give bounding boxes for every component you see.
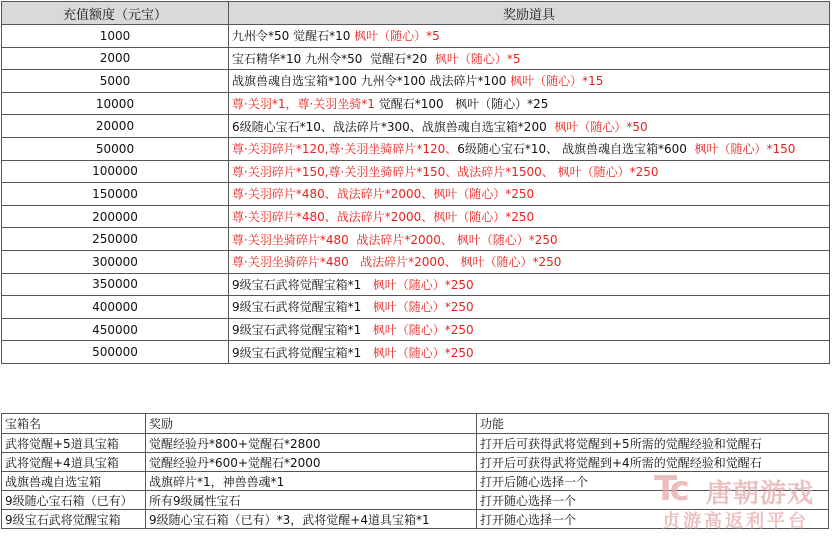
box-reward: 觉醒经验丹*800+觉醒石*2800 [146,434,477,453]
recharge-amount: 1000 [2,25,229,48]
box-reward: 战旗碎片*1，神兽兽魂*1 [146,472,477,491]
reward-text: 6级随心宝石*10、战法碎片*300、战旗兽魂自选宝箱*200 [232,119,555,134]
reward-highlight-text: 尊·关羽坐骑碎片*480 战法碎片*2000、 枫叶（随心）*250 [232,255,562,270]
reward-highlight-text: 枫叶（随心）*250 [372,277,474,292]
watermark-slogan: 贞游高返利平台 [662,511,809,532]
reward-highlight-text: 枫叶（随心）*250 [372,323,474,338]
recharge-row [2,273,830,296]
watermark-brand: 唐朝游戏 [706,479,815,509]
box-name: 9级宝石武将觉醒宝箱 [2,510,146,529]
box-function: 打开随心选择一个 [477,491,829,510]
reward-highlight-text: 枫叶（随心）*250 [372,345,474,360]
reward-highlight-text: 尊·关羽碎片*120,尊·关羽坐骑碎片*120、 [232,142,458,157]
box-function: 打开后可获得武将觉醒到+5所需的觉醒经验和觉醒石 [477,434,829,453]
watermark [654,467,829,533]
recharge-amount: 500000 [2,341,229,364]
recharge-amount: 2000 [2,47,229,70]
box-table-header [2,414,829,434]
recharge-table-header [2,2,830,25]
box-name: 武将觉醒+4道具宝箱 [2,453,146,472]
reward-text: 宝石精华*10 九州令*50 觉醒石*20 [232,51,435,66]
recharge-amount: 50000 [2,137,229,160]
reward-items [229,296,830,319]
box-row [2,434,829,453]
recharge-row [2,318,830,341]
reward-items [229,115,830,138]
recharge-row [2,70,830,93]
reward-column-header: 奖励道具 [229,2,830,25]
box-reward-column-header: 奖励 [146,414,477,434]
recharge-amount: 350000 [2,273,229,296]
recharge-row [2,250,830,273]
recharge-amount: 300000 [2,250,229,273]
recharge-amount: 10000 [2,92,229,115]
reward-items [229,273,830,296]
box-name-column-header: 宝箱名 [2,414,146,434]
reward-items [229,228,830,251]
box-name: 武将觉醒+5道具宝箱 [2,434,146,453]
reward-items [229,70,830,93]
reward-items [229,47,830,70]
recharge-row [2,205,830,228]
reward-items [229,25,830,48]
reward-text: 觉醒石*100 枫叶（随心）*25 [374,97,549,112]
recharge-row [2,341,830,364]
recharge-amount: 450000 [2,318,229,341]
recharge-row [2,228,830,251]
reward-highlight-text: 尊·关羽*1，尊·关羽坐骑*1 [232,97,375,112]
reward-text: 6级随心宝石*10、 战旗兽魂自选宝箱*600 [457,142,695,157]
box-name: 战旗兽魂自选宝箱 [2,472,146,491]
reward-text: 9级宝石武将觉醒宝箱*1 [232,323,373,338]
reward-text: 九州令*50 觉醒石*10 [232,29,355,44]
box-function-column-header: 功能 [477,414,829,434]
recharge-row [2,115,830,138]
recharge-amount: 20000 [2,115,229,138]
recharge-row [2,296,830,319]
box-reward: 所有9级属性宝石 [146,491,477,510]
recharge-amount: 5000 [2,70,229,93]
reward-items [229,250,830,273]
recharge-amount: 100000 [2,160,229,183]
reward-items [229,183,830,206]
reward-highlight-text: 尊·关羽碎片*150,尊·关羽坐骑碎片*150、战法碎片*1500、 枫叶（随心）*250 [232,164,659,179]
recharge-amount: 150000 [2,183,229,206]
reward-highlight-text: 枫叶（随心）*250 [372,300,474,315]
recharge-row [2,25,830,48]
reward-items [229,137,830,160]
reward-highlight-text: 枫叶（随心）*5 [354,29,440,44]
recharge-row [2,47,830,70]
reward-items [229,341,830,364]
reward-highlight-text: 尊·关羽碎片*480、战法碎片*2000、枫叶（随心）*250 [232,187,535,202]
recharge-amount: 400000 [2,296,229,319]
box-function: 打开后可获得武将觉醒到+4所需的觉醒经验和觉醒石 [477,453,829,472]
watermark-logo: Tc [654,469,687,509]
recharge-reward-table [1,1,830,364]
box-reward: 9级随心宝石箱（已有）*3，武将觉醒+4道具宝箱*1 [146,510,477,529]
recharge-amount: 200000 [2,205,229,228]
reward-highlight-text: 枫叶（随心）*15 [510,74,604,89]
recharge-amount: 250000 [2,228,229,251]
recharge-row [2,92,830,115]
reward-highlight-text: 枫叶（随心）*50 [554,119,648,134]
reward-highlight-text: 尊·关羽碎片*480、战法碎片*2000、枫叶（随心）*250 [232,210,535,225]
reward-highlight-text: 枫叶（随心）*150 [694,142,796,157]
recharge-row [2,183,830,206]
reward-text: 战旗兽魂自选宝箱*100 九州令*100 战法碎片*100 [232,74,511,89]
box-name: 9级随心宝石箱（已有） [2,491,146,510]
reward-items [229,318,830,341]
box-function: 打开后随心选择一个 [477,472,829,491]
reward-text: 9级宝石武将觉醒宝箱*1 [232,300,373,315]
reward-items [229,205,830,228]
box-function: 打开随心选择一个 [477,510,829,529]
reward-items [229,92,830,115]
box-reward: 觉醒经验丹*600+觉醒石*2000 [146,453,477,472]
recharge-row [2,160,830,183]
reward-items [229,160,830,183]
recharge-row [2,137,830,160]
amount-column-header: 充值额度（元宝） [2,2,229,25]
recharge-table-body [2,25,830,364]
reward-highlight-text: 枫叶（随心）*5 [434,51,521,66]
reward-text: 9级宝石武将觉醒宝箱*1 [232,277,373,292]
reward-text: 9级宝石武将觉醒宝箱*1 [232,345,373,360]
reward-highlight-text: 尊·关羽坐骑碎片*480 战法碎片*2000、 枫叶（随心）*250 [232,232,558,247]
